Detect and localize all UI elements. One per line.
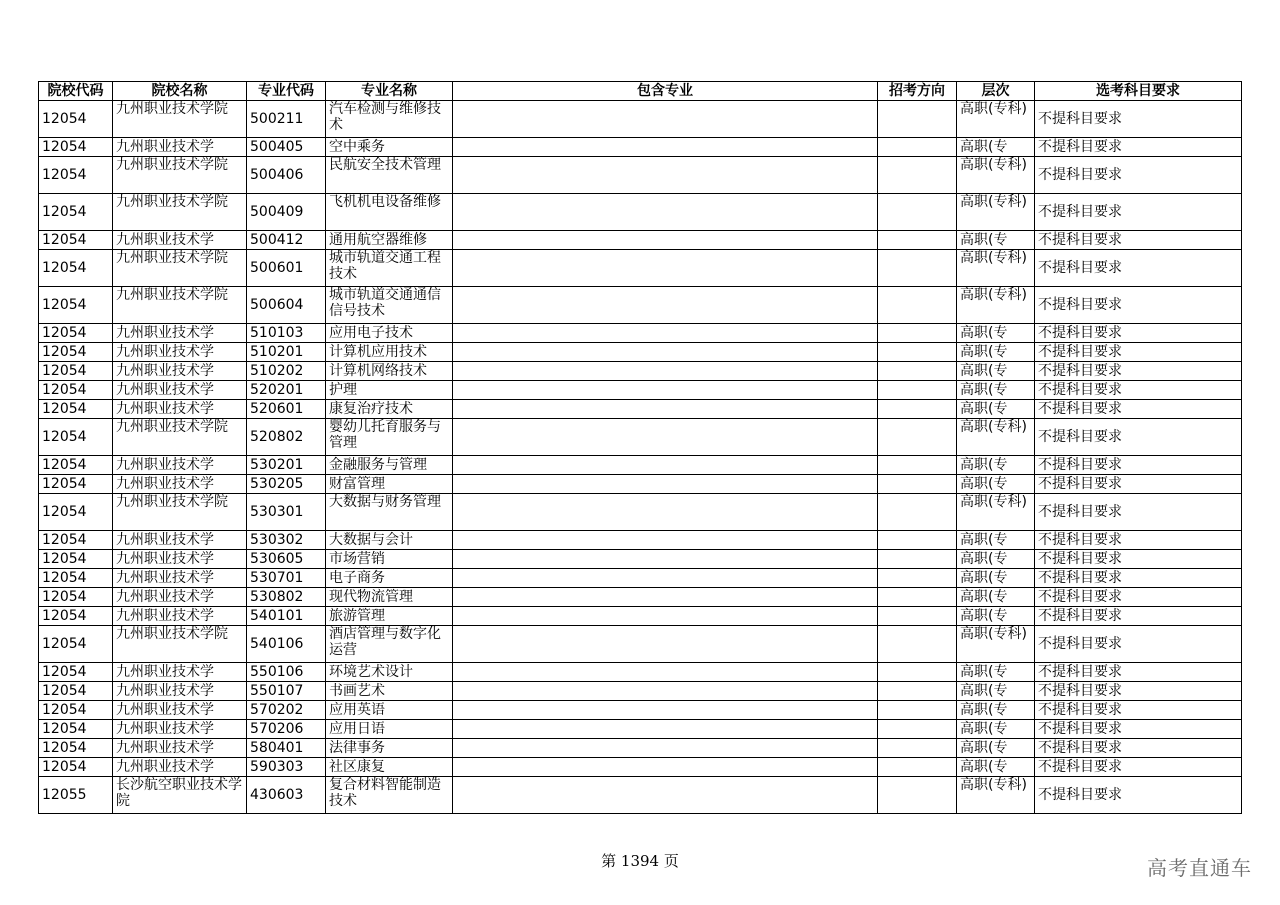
cell-requirement: 不提科目要求 [1035, 494, 1242, 531]
cell-requirement: 不提科目要求 [1035, 381, 1242, 400]
cell-school-name: 九州职业技术学 [113, 550, 247, 569]
cell-major-code: 530802 [247, 588, 326, 607]
cell-major-code: 500405 [247, 138, 326, 157]
cell-direction [878, 194, 957, 231]
cell-major-name: 护理 [326, 381, 453, 400]
cell-major-name: 康复治疗技术 [326, 400, 453, 419]
cell-school-code: 12054 [39, 101, 113, 138]
cell-requirement: 不提科目要求 [1035, 607, 1242, 626]
cell-school-name: 九州职业技术学 [113, 475, 247, 494]
table-row [39, 138, 1242, 157]
cell-major-name: 汽车检测与维修技术 [326, 101, 453, 138]
cell-major-code: 550107 [247, 682, 326, 701]
cell-included-majors [453, 475, 878, 494]
cell-requirement: 不提科目要求 [1035, 682, 1242, 701]
cell-school-code: 12054 [39, 138, 113, 157]
cell-level: 高职(专 [957, 758, 1035, 777]
cell-major-name: 应用英语 [326, 701, 453, 720]
cell-major-code: 500604 [247, 287, 326, 324]
cell-included-majors [453, 494, 878, 531]
table-row [39, 324, 1242, 343]
cell-direction [878, 362, 957, 381]
cell-direction [878, 588, 957, 607]
cell-level: 高职(专 [957, 588, 1035, 607]
admission-table [38, 81, 1242, 814]
cell-direction [878, 419, 957, 456]
cell-level: 高职(专 [957, 720, 1035, 739]
cell-major-code: 510202 [247, 362, 326, 381]
cell-major-code: 500211 [247, 101, 326, 138]
cell-requirement: 不提科目要求 [1035, 362, 1242, 381]
cell-included-majors [453, 101, 878, 138]
cell-level: 高职(专 [957, 475, 1035, 494]
cell-major-name: 大数据与会计 [326, 531, 453, 550]
cell-level: 高职(专 [957, 231, 1035, 250]
cell-school-code: 12054 [39, 626, 113, 663]
cell-major-name: 市场营销 [326, 550, 453, 569]
table-row [39, 231, 1242, 250]
cell-direction [878, 758, 957, 777]
cell-school-code: 12054 [39, 419, 113, 456]
cell-requirement: 不提科目要求 [1035, 626, 1242, 663]
cell-school-name: 九州职业技术学院 [113, 194, 247, 231]
cell-school-code: 12054 [39, 663, 113, 682]
cell-level: 高职(专 [957, 343, 1035, 362]
cell-included-majors [453, 324, 878, 343]
cell-major-name: 法律事务 [326, 739, 453, 758]
cell-included-majors [453, 194, 878, 231]
cell-included-majors [453, 720, 878, 739]
table-row [39, 682, 1242, 701]
cell-included-majors [453, 607, 878, 626]
cell-included-majors [453, 588, 878, 607]
table-row [39, 419, 1242, 456]
cell-school-code: 12054 [39, 324, 113, 343]
table-row [39, 739, 1242, 758]
cell-requirement: 不提科目要求 [1035, 758, 1242, 777]
header-major-name: 专业名称 [326, 82, 453, 101]
table-row [39, 157, 1242, 194]
cell-included-majors [453, 157, 878, 194]
cell-direction [878, 343, 957, 362]
cell-major-code: 530205 [247, 475, 326, 494]
cell-school-name: 九州职业技术学院 [113, 157, 247, 194]
cell-school-name: 长沙航空职业技术学院 [113, 777, 247, 814]
cell-direction [878, 138, 957, 157]
cell-major-name: 电子商务 [326, 569, 453, 588]
cell-school-code: 12054 [39, 381, 113, 400]
cell-included-majors [453, 456, 878, 475]
cell-level: 高职(专 [957, 456, 1035, 475]
cell-major-code: 550106 [247, 663, 326, 682]
watermark: 高考直通车 [1147, 856, 1252, 880]
cell-level: 高职(专科) [957, 777, 1035, 814]
cell-school-name: 九州职业技术学 [113, 362, 247, 381]
cell-included-majors [453, 138, 878, 157]
cell-level: 高职(专 [957, 550, 1035, 569]
cell-major-name: 通用航空器维修 [326, 231, 453, 250]
cell-direction [878, 494, 957, 531]
cell-level: 高职(专科) [957, 494, 1035, 531]
cell-level: 高职(专 [957, 324, 1035, 343]
cell-requirement: 不提科目要求 [1035, 531, 1242, 550]
cell-requirement: 不提科目要求 [1035, 475, 1242, 494]
cell-major-name: 婴幼儿托育服务与管理 [326, 419, 453, 456]
cell-school-name: 九州职业技术学 [113, 720, 247, 739]
cell-direction [878, 626, 957, 663]
cell-school-code: 12054 [39, 400, 113, 419]
header-row [39, 82, 1242, 101]
table-row [39, 250, 1242, 287]
cell-school-name: 九州职业技术学 [113, 231, 247, 250]
cell-level: 高职(专科) [957, 287, 1035, 324]
cell-level: 高职(专科) [957, 250, 1035, 287]
cell-included-majors [453, 419, 878, 456]
cell-school-code: 12054 [39, 569, 113, 588]
table-row [39, 588, 1242, 607]
cell-requirement: 不提科目要求 [1035, 157, 1242, 194]
cell-school-code: 12054 [39, 475, 113, 494]
cell-requirement: 不提科目要求 [1035, 569, 1242, 588]
cell-requirement: 不提科目要求 [1035, 287, 1242, 324]
cell-requirement: 不提科目要求 [1035, 101, 1242, 138]
cell-school-code: 12054 [39, 588, 113, 607]
cell-major-code: 430603 [247, 777, 326, 814]
cell-requirement: 不提科目要求 [1035, 777, 1242, 814]
cell-school-code: 12054 [39, 456, 113, 475]
cell-included-majors [453, 682, 878, 701]
table-row [39, 626, 1242, 663]
cell-major-name: 城市轨道交通通信信号技术 [326, 287, 453, 324]
cell-school-name: 九州职业技术学院 [113, 250, 247, 287]
cell-included-majors [453, 777, 878, 814]
cell-school-code: 12054 [39, 157, 113, 194]
cell-school-name: 九州职业技术学院 [113, 101, 247, 138]
cell-direction [878, 324, 957, 343]
cell-major-name: 复合材料智能制造技术 [326, 777, 453, 814]
cell-major-code: 530301 [247, 494, 326, 531]
table-row [39, 550, 1242, 569]
cell-requirement: 不提科目要求 [1035, 456, 1242, 475]
cell-requirement: 不提科目要求 [1035, 720, 1242, 739]
cell-level: 高职(专科) [957, 101, 1035, 138]
cell-school-name: 九州职业技术学院 [113, 287, 247, 324]
cell-level: 高职(专 [957, 138, 1035, 157]
cell-school-name: 九州职业技术学 [113, 531, 247, 550]
cell-major-code: 530302 [247, 531, 326, 550]
cell-major-name: 计算机网络技术 [326, 362, 453, 381]
header-included-majors: 包含专业 [453, 82, 878, 101]
cell-major-code: 510103 [247, 324, 326, 343]
cell-major-code: 580401 [247, 739, 326, 758]
cell-school-code: 12054 [39, 758, 113, 777]
cell-school-name: 九州职业技术学 [113, 343, 247, 362]
cell-major-code: 520802 [247, 419, 326, 456]
cell-major-code: 520601 [247, 400, 326, 419]
cell-major-name: 飞机机电设备维修 [326, 194, 453, 231]
cell-included-majors [453, 400, 878, 419]
cell-school-code: 12054 [39, 682, 113, 701]
cell-major-code: 530201 [247, 456, 326, 475]
table-row [39, 531, 1242, 550]
cell-major-code: 570206 [247, 720, 326, 739]
table-row [39, 101, 1242, 138]
cell-requirement: 不提科目要求 [1035, 663, 1242, 682]
table-row [39, 194, 1242, 231]
cell-level: 高职(专 [957, 400, 1035, 419]
header-school-name: 院校名称 [113, 82, 247, 101]
table-row [39, 475, 1242, 494]
table-row [39, 607, 1242, 626]
cell-level: 高职(专 [957, 381, 1035, 400]
cell-requirement: 不提科目要求 [1035, 250, 1242, 287]
cell-school-name: 九州职业技术学 [113, 682, 247, 701]
cell-direction [878, 250, 957, 287]
cell-direction [878, 550, 957, 569]
cell-included-majors [453, 739, 878, 758]
cell-major-code: 540106 [247, 626, 326, 663]
cell-major-code: 500409 [247, 194, 326, 231]
cell-included-majors [453, 758, 878, 777]
cell-major-name: 民航安全技术管理 [326, 157, 453, 194]
cell-major-code: 500412 [247, 231, 326, 250]
cell-major-code: 540101 [247, 607, 326, 626]
cell-requirement: 不提科目要求 [1035, 343, 1242, 362]
cell-major-code: 570202 [247, 701, 326, 720]
cell-school-code: 12054 [39, 362, 113, 381]
cell-major-name: 环境艺术设计 [326, 663, 453, 682]
cell-school-code: 12054 [39, 531, 113, 550]
cell-school-code: 12054 [39, 701, 113, 720]
cell-included-majors [453, 381, 878, 400]
cell-school-code: 12054 [39, 739, 113, 758]
table-row [39, 381, 1242, 400]
cell-major-name: 金融服务与管理 [326, 456, 453, 475]
cell-direction [878, 400, 957, 419]
cell-major-name: 财富管理 [326, 475, 453, 494]
cell-level: 高职(专 [957, 569, 1035, 588]
cell-requirement: 不提科目要求 [1035, 419, 1242, 456]
table-row [39, 701, 1242, 720]
cell-requirement: 不提科目要求 [1035, 739, 1242, 758]
cell-school-code: 12054 [39, 720, 113, 739]
cell-school-name: 九州职业技术学 [113, 663, 247, 682]
cell-major-name: 现代物流管理 [326, 588, 453, 607]
cell-school-name: 九州职业技术学院 [113, 626, 247, 663]
cell-level: 高职(专 [957, 739, 1035, 758]
table-row [39, 569, 1242, 588]
cell-direction [878, 720, 957, 739]
cell-level: 高职(专科) [957, 157, 1035, 194]
cell-level: 高职(专 [957, 531, 1035, 550]
cell-direction [878, 475, 957, 494]
cell-major-name: 书画艺术 [326, 682, 453, 701]
cell-level: 高职(专 [957, 682, 1035, 701]
cell-included-majors [453, 701, 878, 720]
cell-included-majors [453, 362, 878, 381]
cell-direction [878, 157, 957, 194]
cell-requirement: 不提科目要求 [1035, 701, 1242, 720]
cell-school-name: 九州职业技术学 [113, 701, 247, 720]
table-row [39, 663, 1242, 682]
cell-school-name: 九州职业技术学 [113, 739, 247, 758]
cell-direction [878, 701, 957, 720]
table-row [39, 343, 1242, 362]
cell-major-name: 大数据与财务管理 [326, 494, 453, 531]
cell-included-majors [453, 231, 878, 250]
cell-school-code: 12054 [39, 287, 113, 324]
cell-direction [878, 663, 957, 682]
cell-direction [878, 231, 957, 250]
cell-major-name: 酒店管理与数字化运营 [326, 626, 453, 663]
cell-major-code: 500601 [247, 250, 326, 287]
cell-school-code: 12054 [39, 194, 113, 231]
cell-included-majors [453, 626, 878, 663]
cell-major-name: 计算机应用技术 [326, 343, 453, 362]
cell-school-name: 九州职业技术学 [113, 400, 247, 419]
table-row [39, 777, 1242, 814]
cell-major-name: 城市轨道交通工程技术 [326, 250, 453, 287]
cell-requirement: 不提科目要求 [1035, 231, 1242, 250]
cell-major-name: 旅游管理 [326, 607, 453, 626]
cell-major-code: 590303 [247, 758, 326, 777]
cell-level: 高职(专科) [957, 194, 1035, 231]
cell-requirement: 不提科目要求 [1035, 194, 1242, 231]
cell-level: 高职(专 [957, 607, 1035, 626]
cell-school-name: 九州职业技术学 [113, 456, 247, 475]
cell-school-code: 12054 [39, 494, 113, 531]
cell-major-name: 应用电子技术 [326, 324, 453, 343]
cell-included-majors [453, 569, 878, 588]
cell-school-name: 九州职业技术学院 [113, 419, 247, 456]
cell-direction [878, 381, 957, 400]
cell-requirement: 不提科目要求 [1035, 550, 1242, 569]
cell-included-majors [453, 343, 878, 362]
cell-included-majors [453, 250, 878, 287]
cell-direction [878, 531, 957, 550]
cell-direction [878, 739, 957, 758]
table-row [39, 720, 1242, 739]
cell-included-majors [453, 287, 878, 324]
table-row [39, 456, 1242, 475]
cell-level: 高职(专科) [957, 626, 1035, 663]
cell-level: 高职(专 [957, 362, 1035, 381]
cell-direction [878, 777, 957, 814]
cell-major-code: 530701 [247, 569, 326, 588]
cell-major-code: 510201 [247, 343, 326, 362]
table-row [39, 362, 1242, 381]
table-body [39, 101, 1242, 814]
header-level: 层次 [957, 82, 1035, 101]
page-number: 第 1394 页 [601, 852, 679, 870]
cell-school-name: 九州职业技术学院 [113, 494, 247, 531]
cell-included-majors [453, 531, 878, 550]
cell-direction [878, 287, 957, 324]
cell-school-name: 九州职业技术学 [113, 324, 247, 343]
cell-major-code: 520201 [247, 381, 326, 400]
cell-direction [878, 682, 957, 701]
header-direction: 招考方向 [878, 82, 957, 101]
cell-school-name: 九州职业技术学 [113, 381, 247, 400]
cell-level: 高职(专 [957, 663, 1035, 682]
table-row [39, 400, 1242, 419]
header-requirement: 选考科目要求 [1035, 82, 1242, 101]
cell-direction [878, 101, 957, 138]
cell-direction [878, 456, 957, 475]
cell-level: 高职(专科) [957, 419, 1035, 456]
cell-level: 高职(专 [957, 701, 1035, 720]
cell-major-code: 530605 [247, 550, 326, 569]
cell-requirement: 不提科目要求 [1035, 324, 1242, 343]
cell-school-name: 九州职业技术学 [113, 588, 247, 607]
cell-school-code: 12055 [39, 777, 113, 814]
cell-major-name: 空中乘务 [326, 138, 453, 157]
cell-direction [878, 607, 957, 626]
table-row [39, 758, 1242, 777]
cell-requirement: 不提科目要求 [1035, 400, 1242, 419]
cell-school-name: 九州职业技术学 [113, 607, 247, 626]
table-row [39, 494, 1242, 531]
header-major-code: 专业代码 [247, 82, 326, 101]
cell-included-majors [453, 550, 878, 569]
cell-included-majors [453, 663, 878, 682]
cell-major-name: 社区康复 [326, 758, 453, 777]
cell-school-code: 12054 [39, 607, 113, 626]
cell-direction [878, 569, 957, 588]
cell-major-code: 500406 [247, 157, 326, 194]
cell-school-code: 12054 [39, 250, 113, 287]
cell-school-name: 九州职业技术学 [113, 569, 247, 588]
cell-school-name: 九州职业技术学 [113, 758, 247, 777]
cell-school-code: 12054 [39, 343, 113, 362]
cell-school-code: 12054 [39, 550, 113, 569]
cell-requirement: 不提科目要求 [1035, 588, 1242, 607]
cell-school-code: 12054 [39, 231, 113, 250]
cell-requirement: 不提科目要求 [1035, 138, 1242, 157]
header-school-code: 院校代码 [39, 82, 113, 101]
cell-major-name: 应用日语 [326, 720, 453, 739]
cell-school-name: 九州职业技术学 [113, 138, 247, 157]
table-row [39, 287, 1242, 324]
